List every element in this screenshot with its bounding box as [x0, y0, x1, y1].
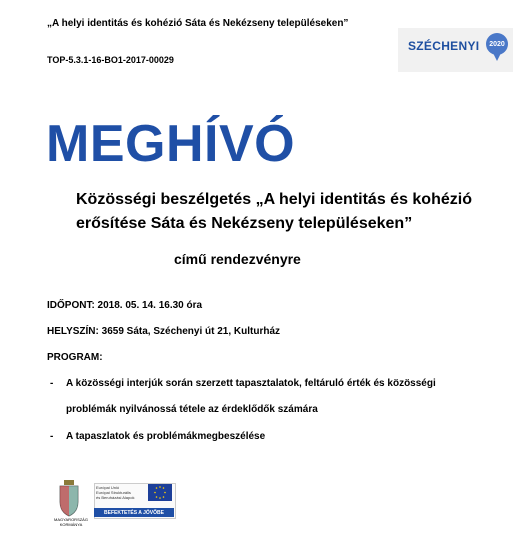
event-place: HELYSZÍN: 3659 Sáta, Széchenyi út 21, Kulturház: [47, 326, 281, 337]
program-item-1-line-2: problémák nyilvánossá tétele az érdeklődők számára: [66, 404, 318, 415]
logo-pin-tail: [492, 51, 502, 61]
eu-text-line-3: és Beruházási Alapok: [96, 495, 135, 500]
subtitle-line-2: erősítése Sáta és Nekézseny településeken”: [76, 215, 413, 232]
header-project-code: TOP-5.3.1-16-BO1-2017-00029: [47, 55, 174, 65]
subtitle-line-1: Közösségi beszélgetés „A helyi identitás és kohézió: [76, 191, 472, 208]
logo-text: SZÉCHENYI: [408, 39, 480, 53]
program-label: PROGRAM:: [47, 352, 103, 363]
eu-text-line-1: Európai Unió: [96, 485, 120, 490]
eu-text-line-2: Európai Strukturális: [96, 490, 131, 495]
eu-strip-label: BEFEKTETÉS A JÖVŐBE: [94, 508, 174, 517]
crest-caption: MAGYARORSZÁG KORMÁNYA: [54, 517, 88, 527]
eu-flag-icon: [148, 484, 172, 501]
program-item-2-line-1: A tapaszlatok és problémákmegbeszélése: [66, 431, 266, 442]
logo-year: 2020: [489, 40, 505, 48]
subtitle-line-3: című rendezvényre: [174, 251, 301, 267]
hungarian-crest-icon: [52, 478, 86, 520]
program-item-2-dash: -: [50, 431, 54, 442]
header-project-title: „A helyi identitás és kohézió Sáta és Nekézseny településeken”: [47, 18, 349, 29]
invitation-title: MEGHÍVÓ: [46, 115, 296, 173]
event-time: IDŐPONT: 2018. 05. 14. 16.30 óra: [47, 300, 203, 311]
eu-funds-text: [96, 485, 134, 500]
szechenyi-2020-logo: [398, 28, 513, 72]
program-item-1-dash: -: [50, 378, 54, 389]
program-item-1-line-1: A közösségi interjúk során szerzett tapasztalatok, feltáruló érték és közösségi: [66, 378, 436, 389]
